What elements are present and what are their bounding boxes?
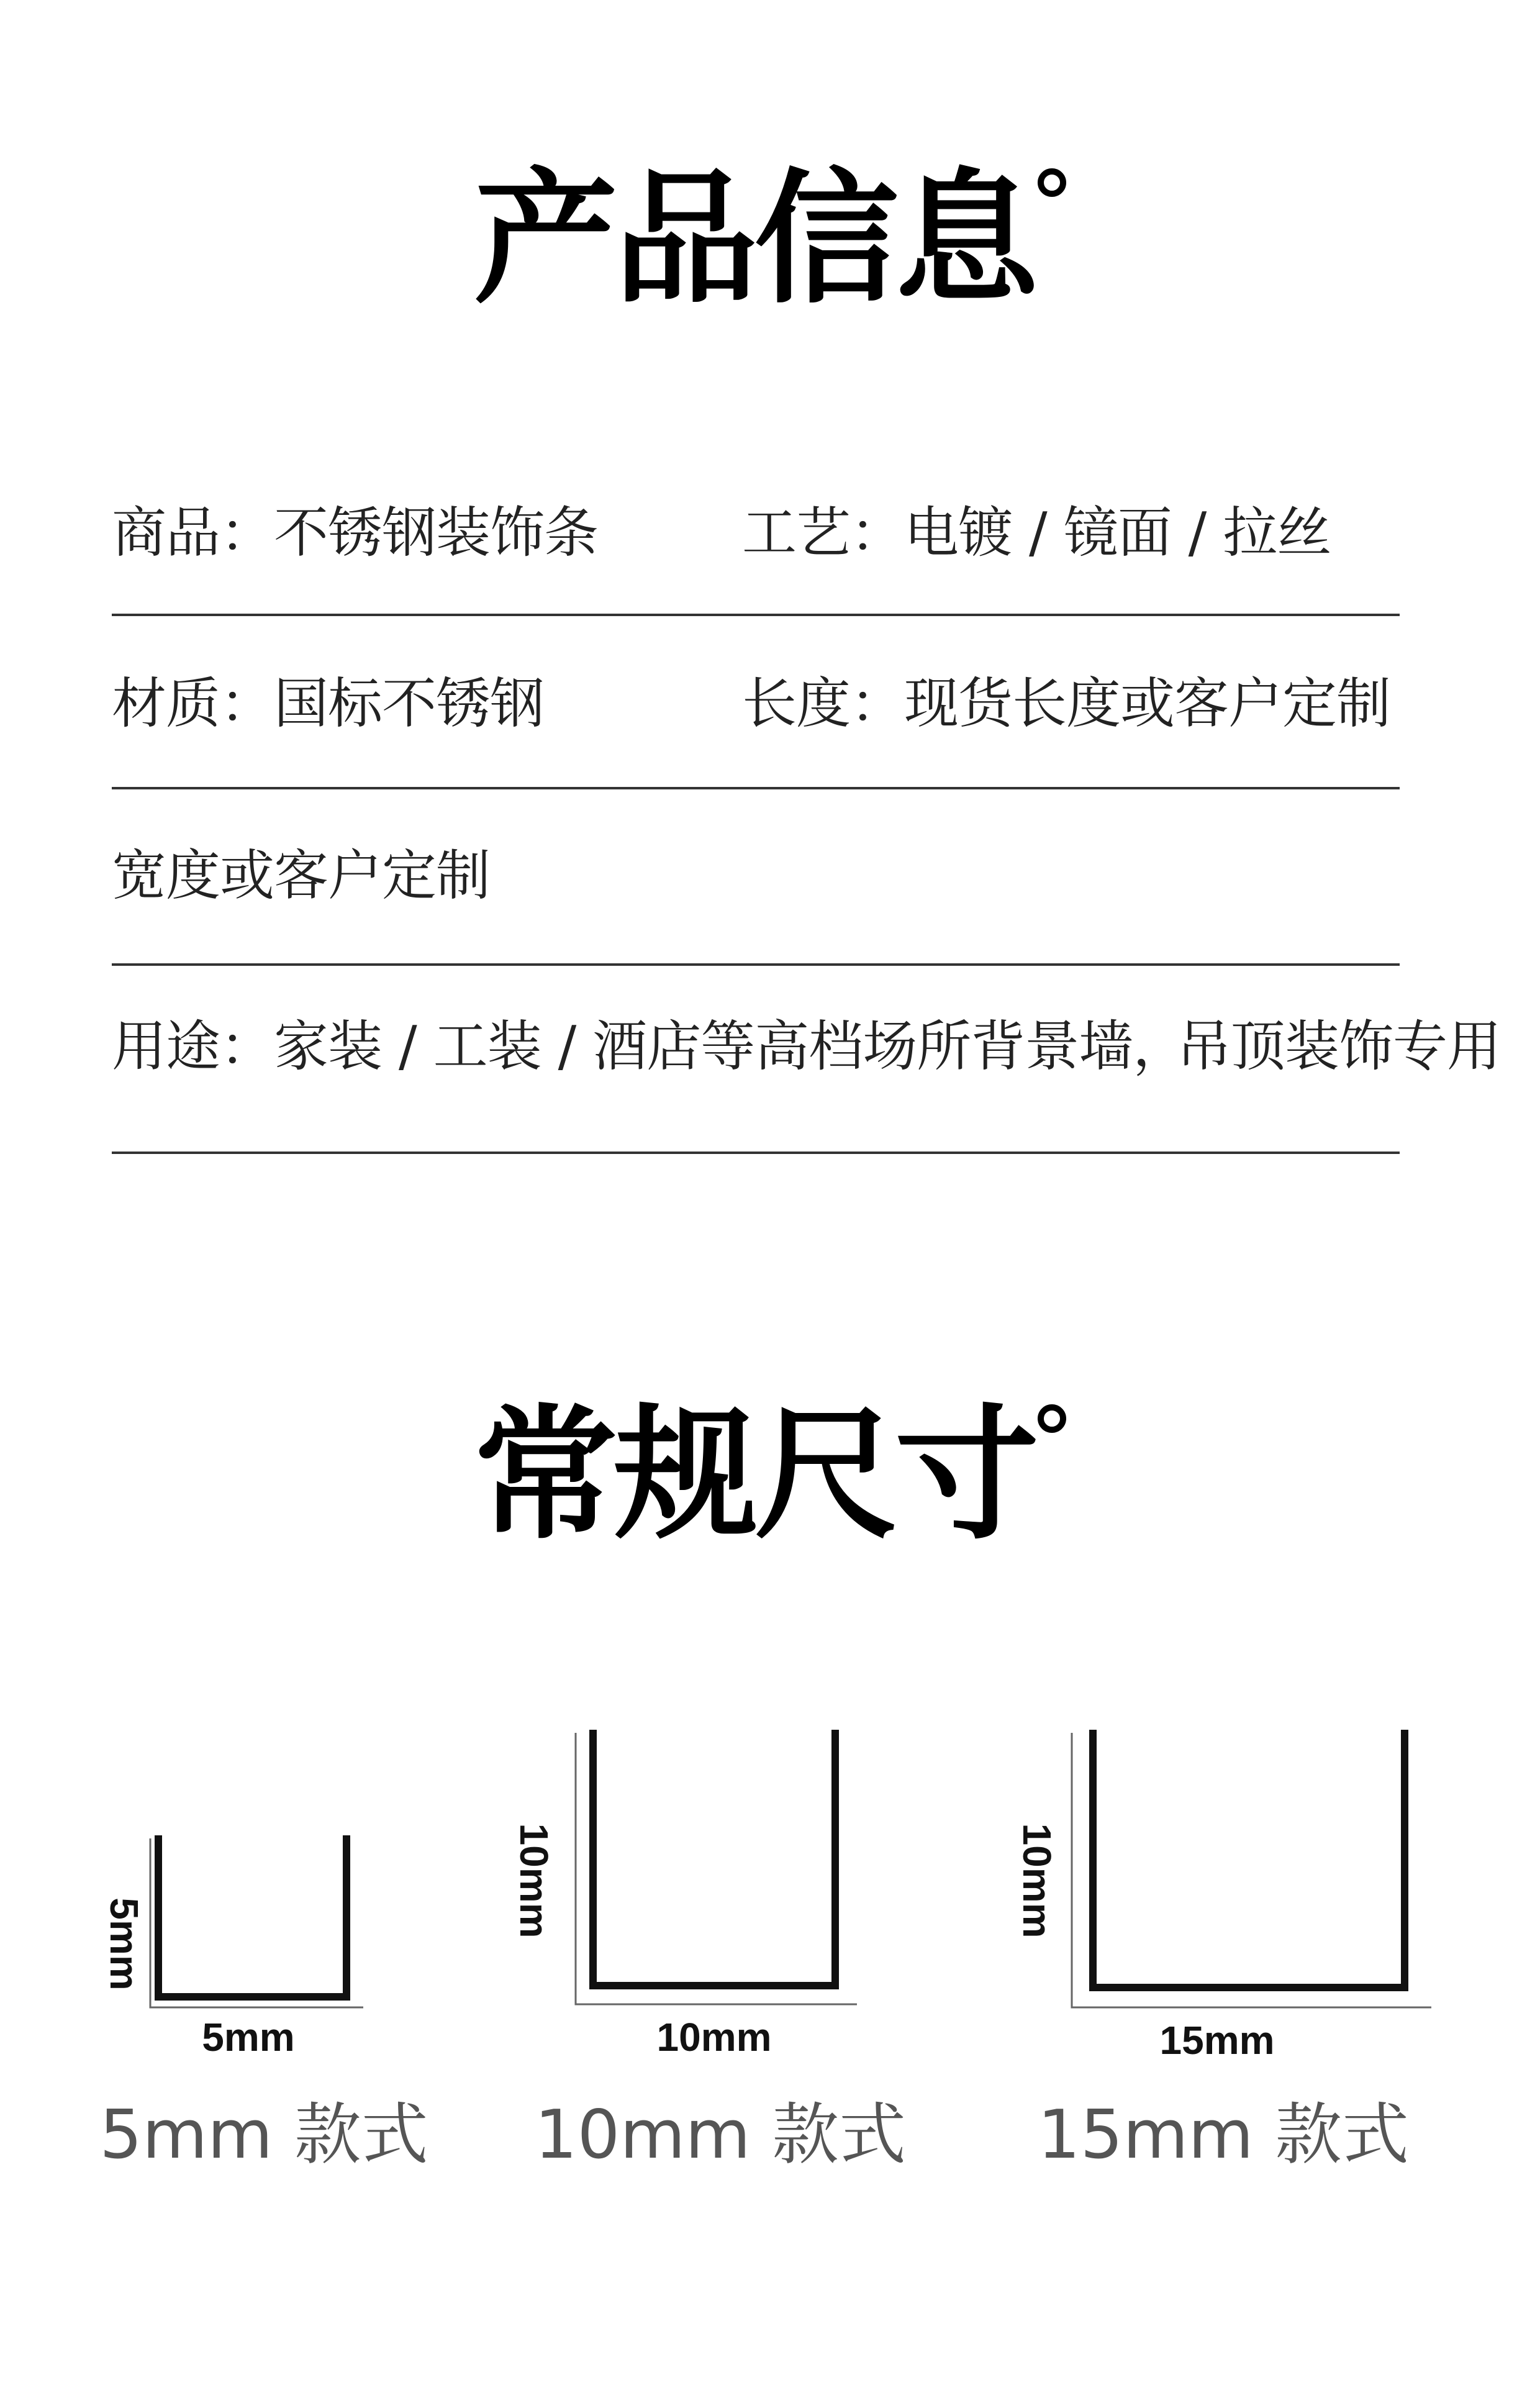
height-label-10mm: 10mm [512,1823,556,1938]
spec-product: 商品：不锈钢装饰条 [112,501,599,565]
width-label-15mm: 15mm [1159,2018,1275,2063]
spec-usage-tail: 吊顶装饰专用 [1177,1014,1502,1078]
spec-width: 宽度或客户定制 [112,843,491,907]
spec-material: 材质：国标不锈钢 [112,671,545,735]
width-label-5mm: 5mm [202,2015,295,2060]
width-label-10mm: 10mm [656,2015,772,2060]
caption-15mm: 15mm 款式 [1037,2096,1410,2174]
spec-usage: 用途：家装 / 工装 / 酒店等高档场所背景墙， [112,1014,1187,1078]
profile-15mm [1072,1730,1431,2007]
standard-size-title-text: 常规尺寸 [473,1391,1035,1559]
caption-5mm: 5mm 款式 [99,2096,428,2174]
spec-process: 工艺：电镀 / 镜面 / 拉丝 [742,501,1331,565]
caption-10mm: 10mm 款式 [534,2096,907,2174]
product-info-title-text: 产品信息 [473,155,1035,323]
profile-5mm [150,1835,363,2007]
height-label-5mm: 5mm [102,1897,147,1991]
profile-10mm [576,1730,857,2004]
height-label-15mm-profile: 10mm [1015,1823,1059,1938]
spec-length: 长度：现货长度或客户定制 [742,671,1391,735]
